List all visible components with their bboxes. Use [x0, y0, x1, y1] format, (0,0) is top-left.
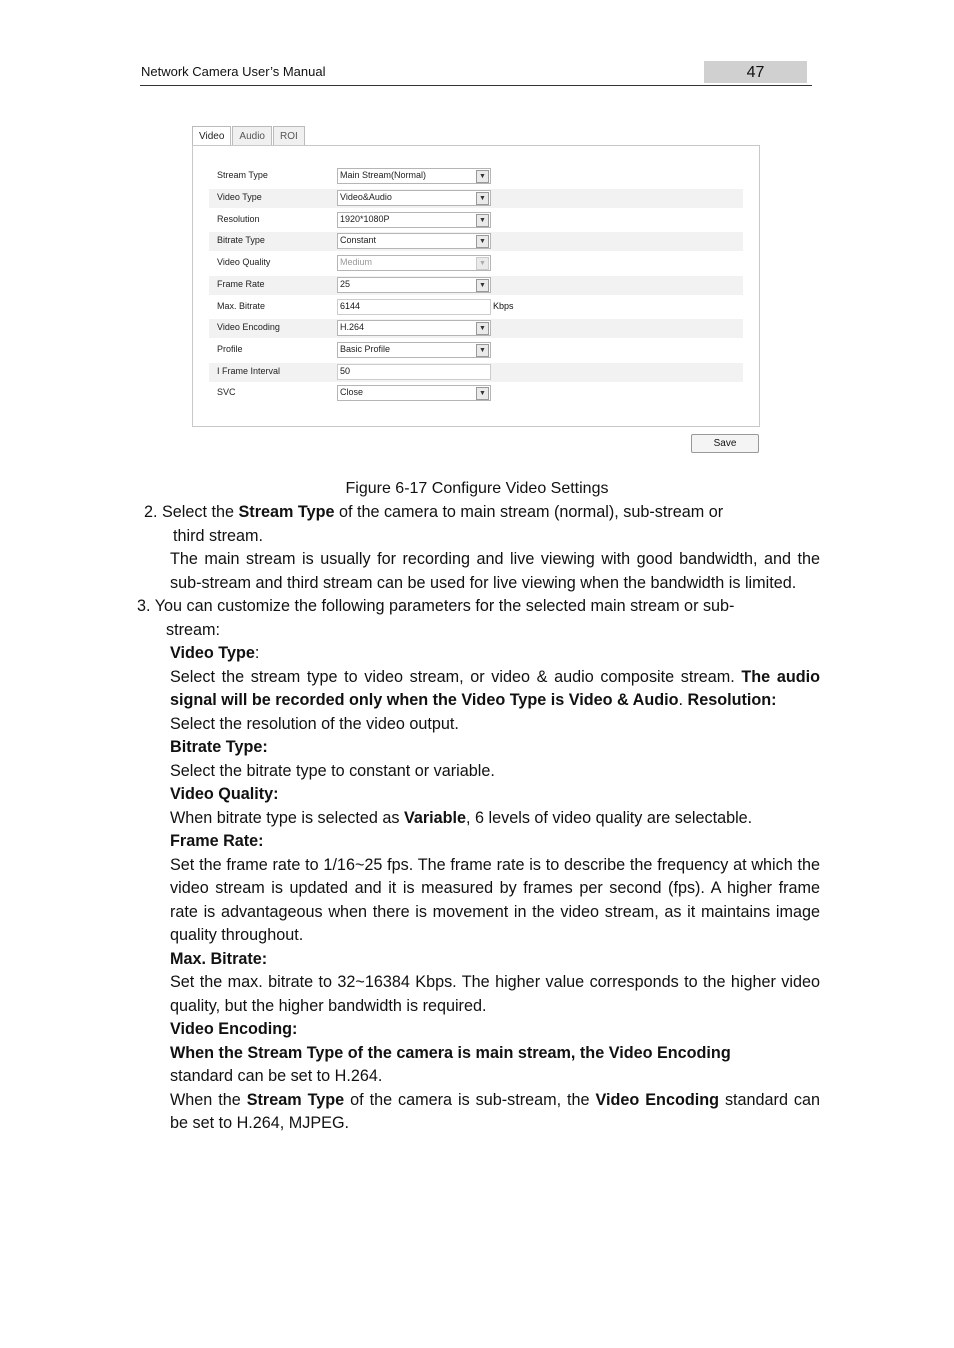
- video-quality-heading: [140, 783, 820, 807]
- video-encoding-main: standard can be set to H.264.: [170, 1067, 383, 1085]
- text: , 6 levels of video quality are selectable.: [466, 808, 753, 827]
- stream-type-select[interactable]: [337, 168, 491, 184]
- video-settings-panel: [192, 145, 760, 427]
- bitrate-type-desc: Select the bitrate type to constant or variable.: [170, 761, 495, 780]
- video-quality-value: Medium: [340, 257, 373, 267]
- figure-caption: Figure 6-17 Configure Video Settings: [345, 480, 609, 497]
- row-video-type: [209, 189, 743, 208]
- heading: Frame Rate:: [170, 832, 264, 850]
- video-encoding-heading: [140, 1018, 820, 1042]
- bitrate-type-label: Bitrate Type: [217, 235, 265, 245]
- i-frame-interval-label: I Frame Interval: [217, 366, 281, 376]
- resolution-value: 1920*1080P: [340, 214, 390, 224]
- text: When the: [170, 1090, 247, 1109]
- save-button[interactable]: Save: [691, 434, 759, 453]
- frame-rate-value: 25: [340, 279, 351, 289]
- resolution-select[interactable]: [337, 212, 491, 228]
- step-2-line: [140, 501, 820, 525]
- frame-rate-heading: [140, 830, 820, 854]
- chevron-down-icon: ▼: [476, 235, 489, 248]
- row-stream-type: [209, 167, 743, 186]
- row-profile: [209, 341, 743, 360]
- term: Stream Type: [238, 503, 335, 521]
- heading: Bitrate Type:: [170, 738, 268, 756]
- i-frame-interval-input[interactable]: [337, 364, 491, 380]
- video-encoding-sub: [140, 1089, 820, 1136]
- video-quality-select: [337, 255, 491, 271]
- video-type-label: Video Type: [217, 192, 262, 202]
- term: Variable: [403, 808, 467, 827]
- max-bitrate-input[interactable]: [337, 299, 491, 315]
- page-number: 47: [704, 61, 807, 83]
- video-type-value: Video&Audio: [340, 192, 392, 202]
- bitrate-type-heading: [140, 736, 820, 760]
- term: Stream Type: [246, 1090, 345, 1109]
- max-bitrate-desc: Set the max. bitrate to 32~16384 Kbps. The higher value corresponds to the higher video quality, but the higher bandwidth is required.: [170, 973, 820, 1015]
- row-bitrate-type: [209, 232, 743, 251]
- max-bitrate-value: 6144: [340, 301, 361, 311]
- note: When the Stream Type of the camera is main stream, the Video Encoding: [170, 1043, 731, 1062]
- row-i-frame-interval: [209, 363, 743, 382]
- row-svc: [209, 384, 743, 403]
- text: of the camera is sub-stream, the: [344, 1090, 596, 1109]
- tab-roi[interactable]: ROI: [273, 126, 305, 146]
- video-type-select[interactable]: [337, 190, 491, 206]
- row-video-encoding: [209, 319, 743, 338]
- video-type-desc: [140, 666, 820, 713]
- heading: Max. Bitrate:: [170, 949, 268, 968]
- heading: Video Encoding:: [170, 1020, 298, 1038]
- term: Video Encoding: [595, 1090, 719, 1109]
- text: :: [254, 644, 260, 662]
- max-bitrate-unit: Kbps: [493, 301, 514, 311]
- video-encoding-label: Video Encoding: [217, 322, 280, 332]
- resolution-label: Resolution: [217, 214, 260, 224]
- note: The audio signal will be recorded only when the Video Type is Video & Audio: [170, 667, 820, 709]
- body-text: [137, 501, 821, 1136]
- text: of the camera to main stream (normal), sub-stream or: [334, 503, 724, 521]
- bitrate-type-select[interactable]: [337, 233, 491, 249]
- profile-select[interactable]: [337, 342, 491, 358]
- chevron-down-icon: ▼: [476, 322, 489, 335]
- tab-bar: [192, 126, 306, 146]
- heading: Video Type: [170, 644, 255, 662]
- max-bitrate-label: Max. Bitrate: [217, 301, 266, 311]
- frame-rate-desc: Set the frame rate to 1/16~25 fps. The frame rate is to describe the frequency at which the video stream is updated and it is measured by frames per second (fps). A higher frame rate is advantageous when there is movement in the video stream, as it maintains image quality throughout.: [170, 855, 820, 944]
- svc-value: Close: [340, 387, 364, 397]
- step-3-cont: stream:: [166, 620, 220, 639]
- resolution-desc: Select the resolution of the video output.: [170, 714, 459, 733]
- text: .: [678, 691, 688, 709]
- heading: Video Quality:: [170, 785, 279, 803]
- chevron-down-icon: ▼: [476, 387, 489, 400]
- chevron-down-icon: ▼: [476, 344, 489, 357]
- frame-rate-select[interactable]: [337, 277, 491, 293]
- tab-video[interactable]: Video: [192, 126, 231, 147]
- text: When bitrate type is selected as: [170, 808, 404, 827]
- svc-select[interactable]: [337, 385, 491, 401]
- text: 2. Select the: [144, 503, 239, 521]
- video-quality-desc: [140, 807, 820, 831]
- header-title: Network Camera User’s Manual: [141, 64, 326, 79]
- i-frame-interval-value: 50: [340, 366, 351, 376]
- row-resolution: [209, 211, 743, 230]
- header-rule: [140, 85, 812, 86]
- stream-type-value: Main Stream(Normal): [340, 170, 427, 180]
- text: Select the stream type to video stream, or video & audio composite stream.: [170, 667, 742, 686]
- chevron-down-icon: ▼: [476, 192, 489, 205]
- chevron-down-icon: ▼: [476, 257, 489, 270]
- max-bitrate-heading: [140, 948, 820, 972]
- bitrate-type-value: Constant: [340, 235, 377, 245]
- video-encoding-note: [140, 1042, 820, 1066]
- profile-value: Basic Profile: [340, 344, 391, 354]
- step-2-desc: The main stream is usually for recording and live viewing with good bandwidth, and the sub-stream and third stream can be used for live viewing when the bandwidth is limited.: [170, 550, 820, 592]
- step-3-line: 3. You can customize the following parameters for the selected main stream or sub-: [137, 597, 735, 615]
- row-video-quality: [209, 254, 743, 273]
- row-frame-rate: [209, 276, 743, 295]
- step-2-cont: third stream.: [173, 526, 263, 545]
- video-encoding-select[interactable]: [337, 320, 491, 336]
- text: standard can be set to H.264, MJPEG.: [170, 1090, 821, 1132]
- frame-rate-label: Frame Rate: [217, 279, 265, 289]
- video-quality-label: Video Quality: [217, 257, 271, 267]
- tab-audio[interactable]: Audio: [232, 126, 272, 146]
- svc-label: SVC: [217, 387, 236, 397]
- profile-label: Profile: [217, 344, 243, 354]
- heading: Resolution:: [687, 691, 777, 709]
- chevron-down-icon: ▼: [476, 214, 489, 227]
- row-max-bitrate: [209, 298, 743, 317]
- chevron-down-icon: ▼: [476, 279, 489, 292]
- video-encoding-value: H.264: [340, 322, 365, 332]
- stream-type-label: Stream Type: [217, 170, 268, 180]
- video-type-heading: [140, 642, 820, 666]
- chevron-down-icon: ▼: [476, 170, 489, 183]
